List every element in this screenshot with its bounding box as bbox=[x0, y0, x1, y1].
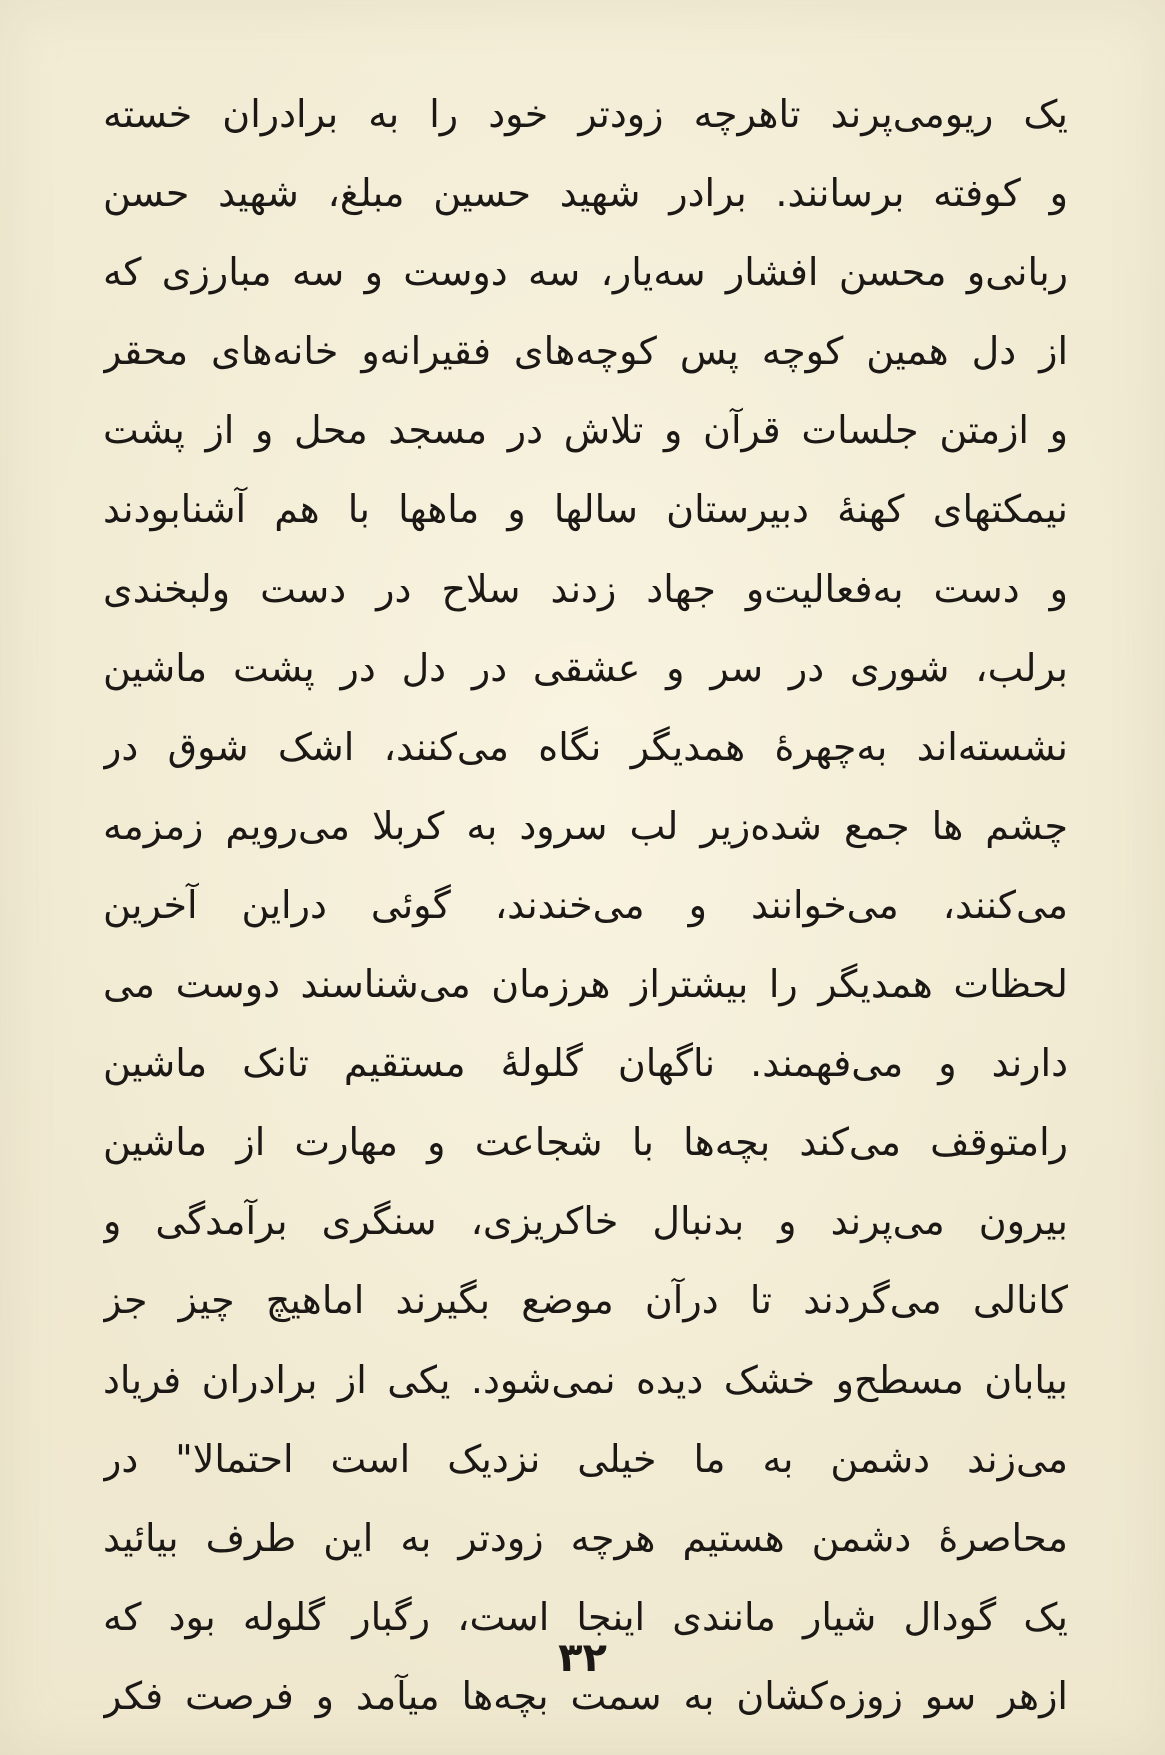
text-line: می‌کنند، می‌خوانند و می‌خندند، گوئی دراین آخرین bbox=[103, 882, 1068, 927]
body-text bbox=[103, 75, 1068, 1736]
text-line: چشم ها جمع شده‌زیر لب سرود به کربلا می‌رویم زمزمه bbox=[103, 803, 1068, 848]
text-line: لحظات همدیگر را بیشتراز هرزمان می‌شناسند دوست می bbox=[103, 962, 1068, 1007]
text-line: دارند و می‌فهمند. ناگهان گلولهٔ مستقیم تانک ماشین bbox=[103, 1041, 1068, 1086]
text-line: ربانی‌و محسن افشار سه‌یار، سه دوست و سه مبارزی که bbox=[103, 250, 1068, 295]
text-line: و کوفته برسانند. برادر شهید حسین مبلغ، شهید حسن bbox=[103, 171, 1068, 216]
text-line: کانالی می‌گردند تا درآن موضع بگیرند اماهیچ چیز جز bbox=[103, 1278, 1068, 1323]
text-line: نیمکتهای کهنهٔ دبیرستان سالها و ماهها با هم آشنابودند bbox=[103, 487, 1068, 532]
text-line: یک گودال شیار مانندی اینجا است، رگبار گلوله بود که bbox=[103, 1594, 1068, 1639]
text-line: برلب، شوری در سر و عشقی در دل در پشت ماشین bbox=[103, 645, 1068, 690]
text-line: رامتوقف می‌کند بچه‌ها با شجاعت و مهارت از ماشین bbox=[103, 1120, 1068, 1165]
text-line: محاصرهٔ دشمن هستیم هرچه زودتر به این طرف بیائید bbox=[103, 1515, 1068, 1560]
text-line: یک ریومی‌پرند تاهرچه زودتر خود را به برادران خسته bbox=[103, 92, 1068, 136]
text-line: بیابان مسطح‌و خشک دیده نمی‌شود. یکی از برادران فریاد bbox=[103, 1357, 1068, 1402]
text-line: نشسته‌اند به‌چهرهٔ همدیگر نگاه می‌کنند، اشک شوق در bbox=[103, 724, 1068, 769]
text-line: و ازمتن جلسات قرآن و تلاش در مسجد محل و از پشت bbox=[103, 408, 1068, 453]
text-line: از دل همین کوچه پس کوچه‌های فقیرانه‌و خانه‌های محقر bbox=[103, 329, 1068, 374]
text-line: می‌زند دشمن به ما خیلی نزدیک است احتمالا" در bbox=[103, 1436, 1068, 1481]
text-line: و دست به‌فعالیت‌و جهاد زدند سلاح در دست ولبخندی bbox=[103, 566, 1068, 611]
text-line: ازهر سو زوزه‌کشان به سمت بچه‌ها میآمد و فرصت فکر bbox=[103, 1673, 1068, 1718]
page-number: ۳۲ bbox=[558, 1635, 607, 1681]
text-line: بیرون می‌پرند و بدنبال خاکریزی، سنگری برآمدگی و bbox=[103, 1199, 1068, 1244]
